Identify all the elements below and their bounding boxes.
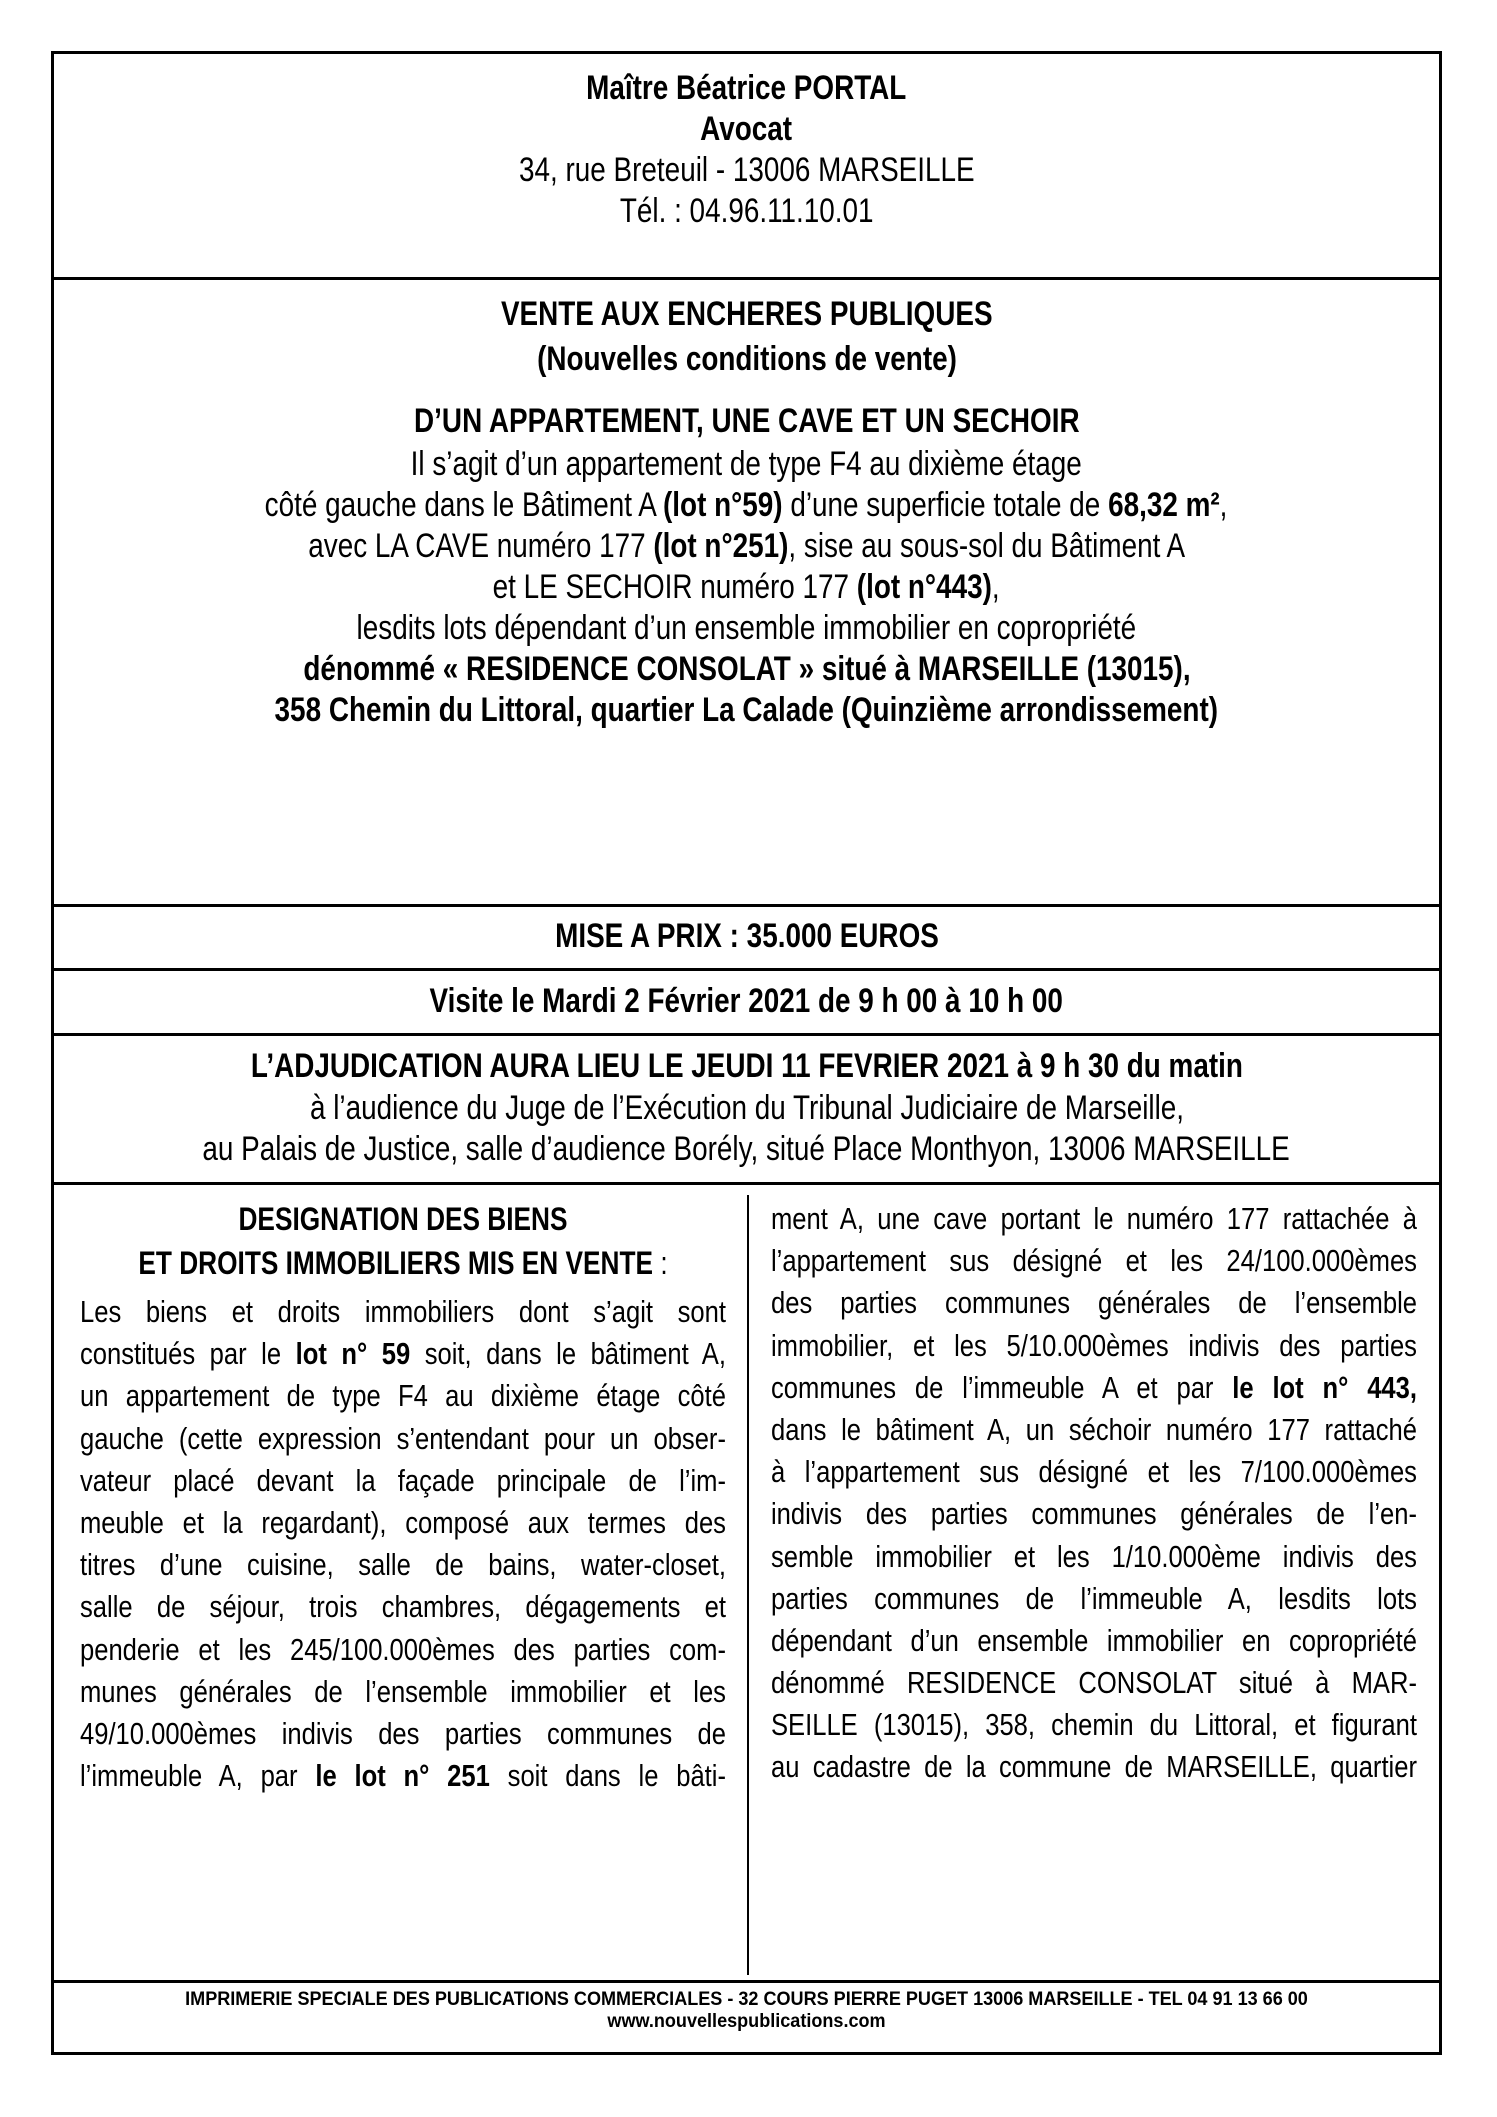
- left-line-2: constitués par le lot n° 59 soit, dans le bâtiment A,: [80, 1336, 726, 1372]
- lawyer-header: [54, 54, 1439, 280]
- left-line-4: gauche (cette expression s’entendant pour un obser-: [80, 1420, 726, 1456]
- left-line-10: munes générales de l’ensemble immobilier et les: [80, 1673, 726, 1709]
- right-line-2: l’appartement sus désigné et les 24/100.000èmes: [771, 1243, 1417, 1279]
- sale-line-7: 358 Chemin du Littoral, quartier La Calade (Quinzième arrondissement): [274, 691, 1219, 729]
- sale-line-1: Il s’agit d’un appartement de type F4 au dixième étage: [410, 445, 1083, 483]
- right-line-13: SEILLE (13015), 358, chemin du Littoral, et figurant: [771, 1707, 1417, 1743]
- lawyer-title: Avocat: [700, 110, 793, 148]
- sale-description: [54, 280, 1439, 907]
- designation-right-column: [771, 1185, 1417, 1980]
- left-line-6: meuble et la regardant), composé aux termes des: [80, 1504, 726, 1540]
- surface-value: 68,32 m²: [1108, 486, 1221, 524]
- left-line-5: vateur placé devant la façade principale de l’im-: [80, 1462, 726, 1498]
- sale-heading: VENTE AUX ENCHERES PUBLIQUES: [500, 295, 993, 333]
- right-line-8: indivis des parties communes générales de l’en-: [771, 1496, 1417, 1532]
- designation-title-1: DESIGNATION DES BIENS: [238, 1201, 568, 1237]
- right-line-7: à l’appartement sus désigné et les 7/100.000èmes: [771, 1454, 1417, 1490]
- right-line-9: semble immobilier et les 1/10.000ème indivis des: [771, 1538, 1417, 1574]
- left-line-9: penderie et les 245/100.000èmes des parties com-: [80, 1631, 726, 1667]
- price-section: [54, 907, 1439, 971]
- right-line-4: immobilier, et les 5/10.000èmes indivis des parties: [771, 1327, 1417, 1363]
- lawyer-address: 34, rue Breteuil - 13006 MARSEILLE: [518, 151, 975, 189]
- starting-price: MISE A PRIX : 35.000 EUROS: [554, 917, 939, 955]
- designation-columns: [54, 1185, 1439, 1980]
- lot-59-label: (lot n°59): [663, 486, 784, 524]
- right-line-12: dénommé RESIDENCE CONSOLAT situé à MAR-: [771, 1665, 1417, 1701]
- adjudication-section: [54, 1036, 1439, 1185]
- sale-object: D’UN APPARTEMENT, UNE CAVE ET UN SECHOIR: [413, 402, 1080, 440]
- printer-info: IMPRIMERIE SPECIALE DES PUBLICATIONS COMMERCIALES - 32 COURS PIERRE PUGET 13006 MARSEILLE - TEL 04 91 13 66 00: [185, 1989, 1308, 2010]
- adjudication-line-1: à l’audience du Juge de l’Exécution du Tribunal Judiciaire de Marseille,: [309, 1089, 1184, 1127]
- left-line-1: Les biens et droits immobiliers dont s’agit sont: [80, 1294, 726, 1329]
- lawyer-phone: Tél. : 04.96.11.10.01: [619, 192, 874, 230]
- lot-443-label: (lot n°443): [857, 568, 993, 606]
- sale-line-6: dénommé « RESIDENCE CONSOLAT » situé à MARSEILLE (13015),: [302, 650, 1191, 688]
- right-line-3: des parties communes générales de l’ensemble: [771, 1285, 1417, 1321]
- printer-footer: [54, 1980, 1439, 2052]
- left-line-7: titres d’une cuisine, salle de bains, water-closet,: [80, 1547, 726, 1583]
- lawyer-name: Maître Béatrice PORTAL: [586, 69, 907, 107]
- right-line-14: au cadastre de la commune de MARSEILLE, quartier: [771, 1749, 1417, 1785]
- adjudication-title: L’ADJUDICATION AURA LIEU LE JEUDI 11 FEVRIER 2021 à 9 h 30 du matin: [250, 1047, 1243, 1085]
- designation-title-2: ET DROITS IMMOBILIERS MIS EN VENTE :: [138, 1245, 668, 1281]
- sale-line-5: lesdits lots dépendant d’un ensemble immobilier en copropriété: [356, 609, 1137, 647]
- lot-251-label: (lot n°251): [653, 527, 789, 565]
- sale-line-4: et LE SECHOIR numéro 177 (lot n°443),: [493, 568, 1000, 606]
- left-line-11: 49/10.000èmes indivis des parties communes de: [80, 1715, 726, 1751]
- visit-section: [54, 971, 1439, 1036]
- notice-frame: [51, 51, 1442, 2055]
- right-line-6: dans le bâtiment A, un séchoir numéro 177 rattaché: [771, 1411, 1417, 1447]
- left-line-8: salle de séjour, trois chambres, dégagements et: [80, 1589, 726, 1625]
- adjudication-line-2: au Palais de Justice, salle d’audience Borély, situé Place Monthyon, 13006 MARSEILLE: [202, 1130, 1291, 1168]
- sale-subheading: (Nouvelles conditions de vente): [536, 340, 957, 378]
- left-line-12: l’immeuble A, par le lot n° 251 soit dans le bâti-: [80, 1758, 726, 1794]
- right-line-5: communes de l’immeuble A et par le lot n° 443,: [771, 1369, 1417, 1405]
- visit-date: Visite le Mardi 2 Février 2021 de 9 h 00 à 10 h 00: [429, 982, 1064, 1020]
- sale-line-3: avec LA CAVE numéro 177 (lot n°251), sise au sous-sol du Bâtiment A: [308, 527, 1185, 565]
- right-line-11: dépendant d’un ensemble immobilier en copropriété: [771, 1622, 1417, 1658]
- printer-website: www.nouvellespublications.com: [607, 2011, 886, 2032]
- column-divider: [747, 1195, 749, 1975]
- designation-left-column: [80, 1185, 726, 1980]
- right-line-1: ment A, une cave portant le numéro 177 rattachée à: [771, 1201, 1417, 1236]
- sale-line-2: côté gauche dans le Bâtiment A (lot n°59) d’une superficie totale de 68,32 m²,: [265, 486, 1228, 524]
- right-line-10: parties communes de l’immeuble A, lesdits lots: [771, 1580, 1417, 1616]
- left-line-3: un appartement de type F4 au dixième étage côté: [80, 1378, 726, 1414]
